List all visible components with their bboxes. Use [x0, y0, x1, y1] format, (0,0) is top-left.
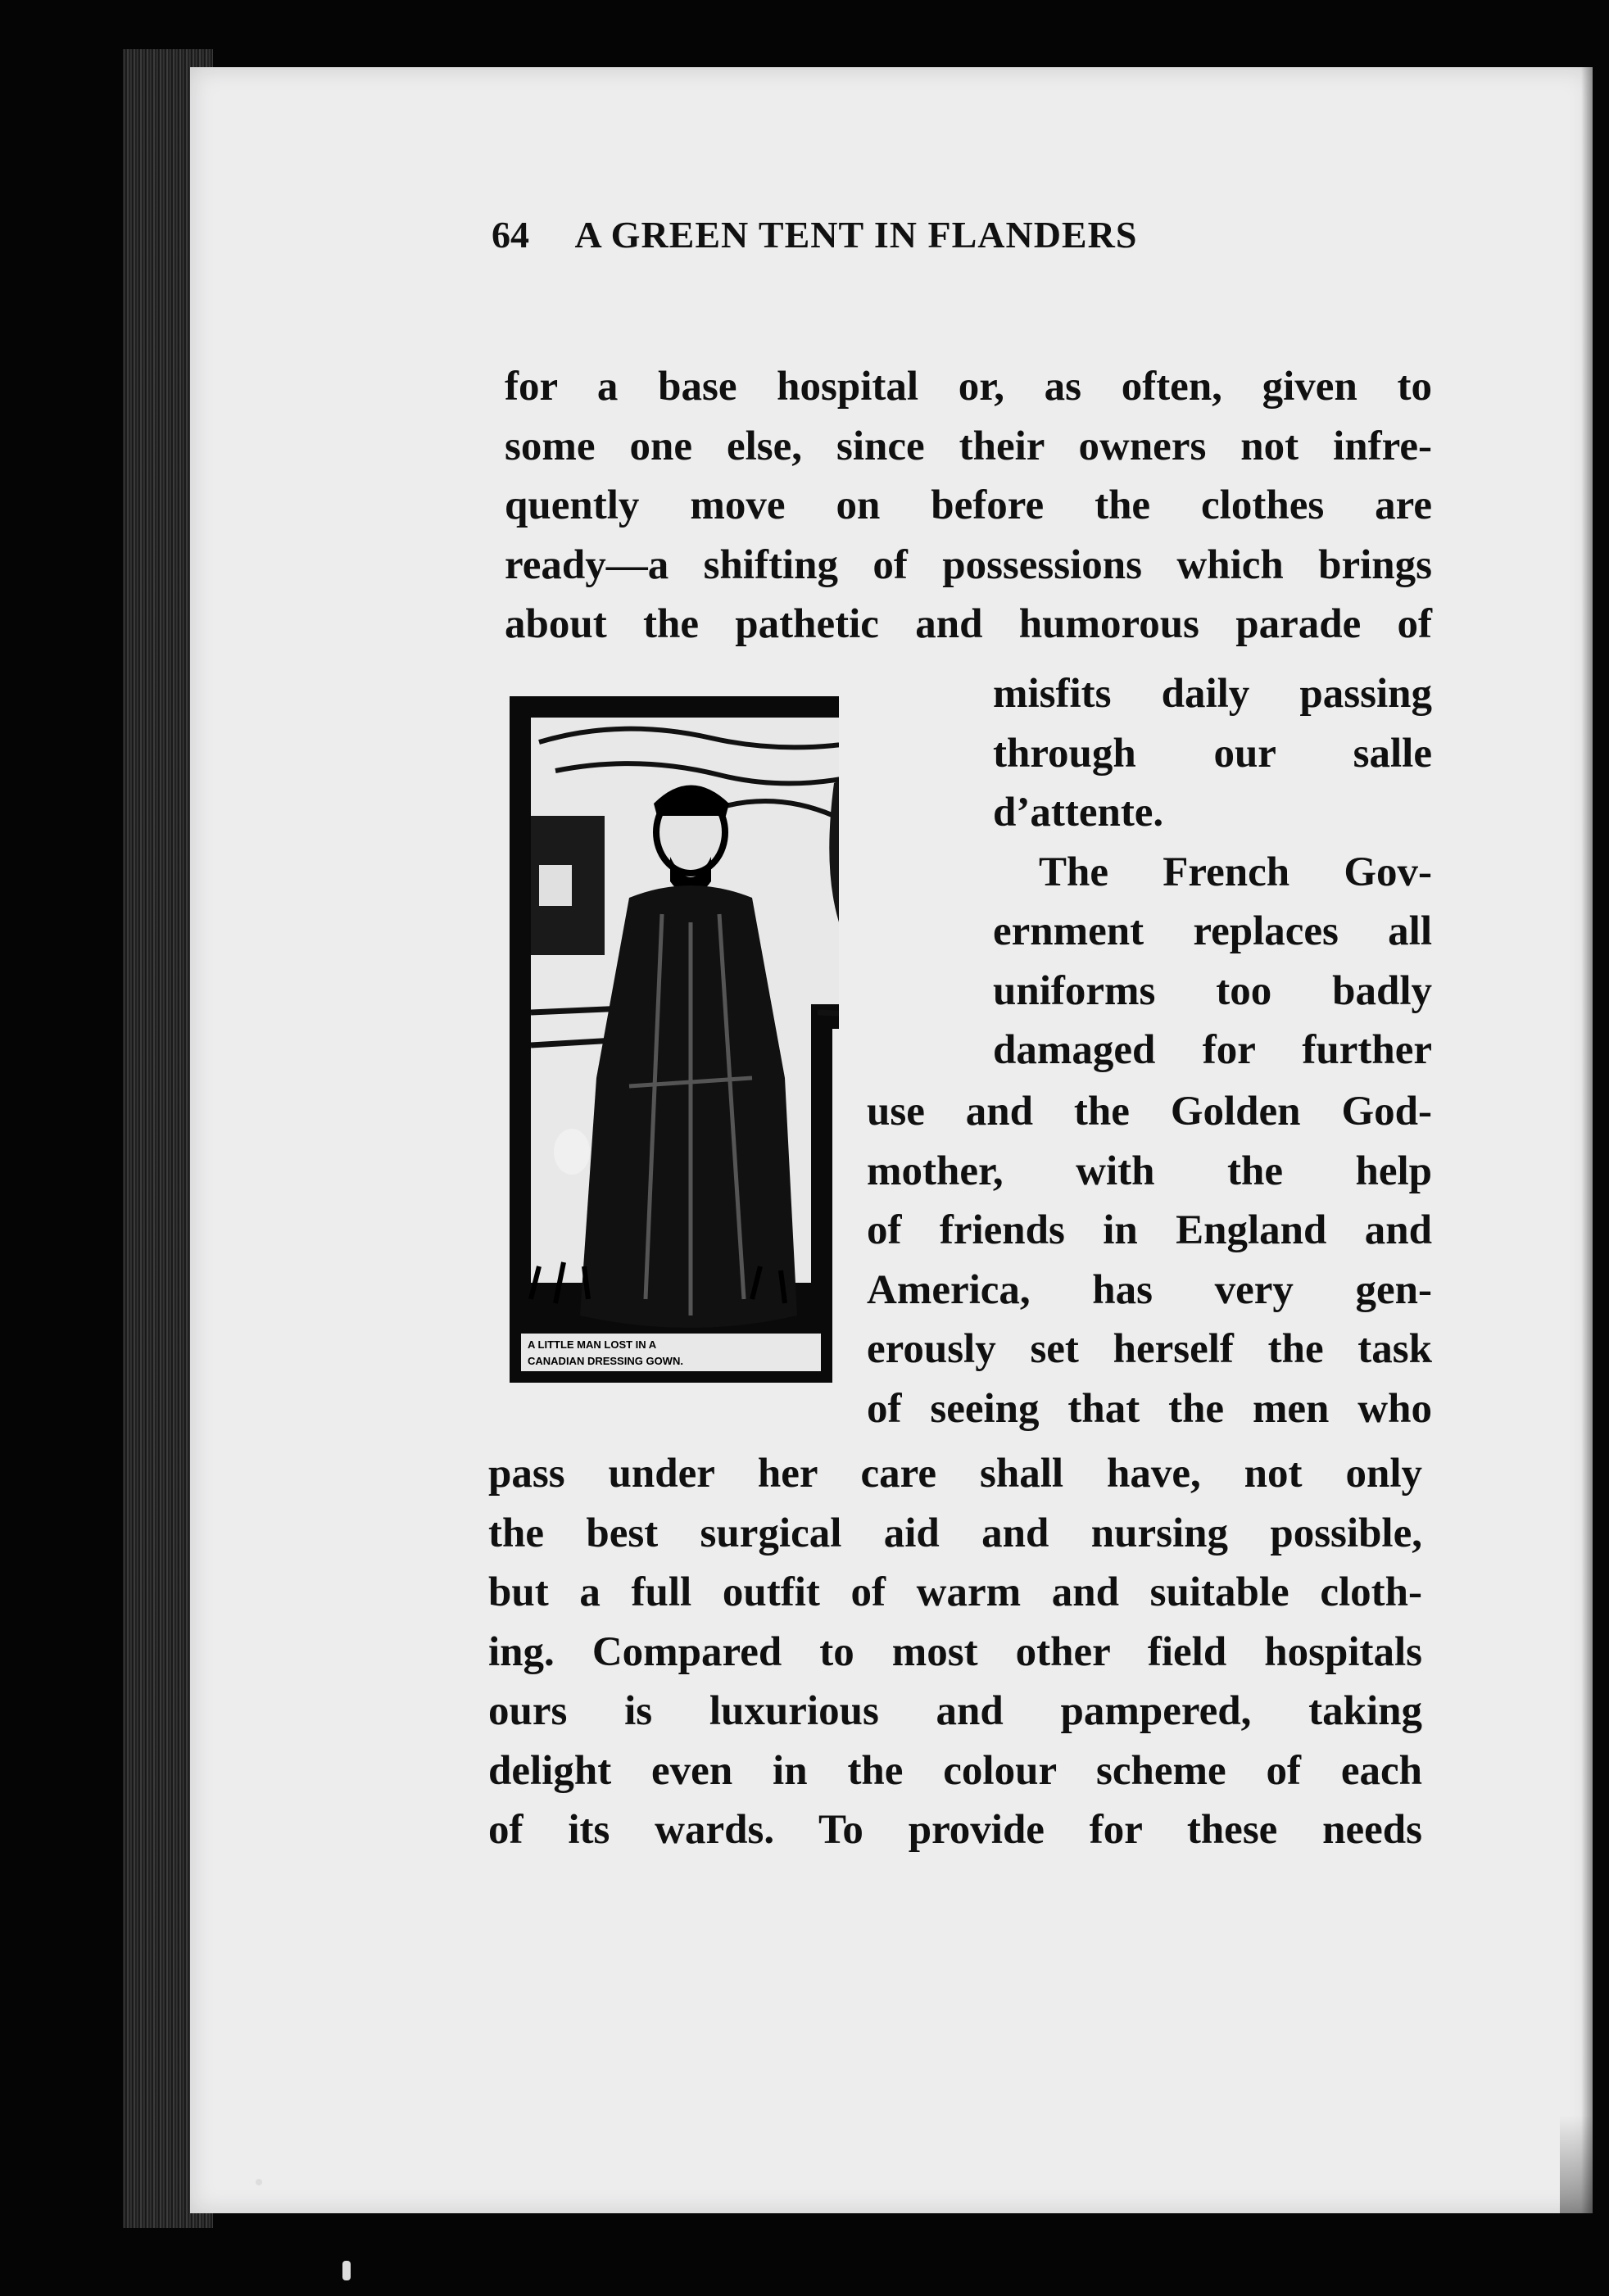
text-line: damaged for further [993, 1027, 1432, 1073]
text-block-full-width-bottom [488, 1444, 1422, 1860]
text-line: the best surgical aid and nursing possible, [488, 1510, 1422, 1556]
illustration-caption-line-1: A LITTLE MAN LOST IN A [528, 1338, 657, 1351]
scan-speck [256, 2179, 262, 2185]
running-head: A GREEN TENT IN FLANDERS [574, 214, 1138, 256]
page-curl-shadow [1560, 2115, 1593, 2213]
text-line: America, has very gen- [867, 1266, 1432, 1313]
text-line: erously set herself the task [867, 1326, 1432, 1372]
scan-speck [342, 2261, 351, 2280]
text-line: pass under her care shall have, not only [488, 1451, 1422, 1497]
text-line: some one else, since their owners not infre- [505, 423, 1432, 469]
page-header [492, 213, 1434, 256]
page-shadow [1581, 67, 1593, 2213]
text-line: delight even in the colour scheme of each [488, 1747, 1422, 1794]
text-line: quently move on before the clothes are [505, 482, 1432, 528]
illustration-caption-line-2: CANADIAN DRESSING GOWN. [528, 1355, 683, 1367]
text-line: ours is luxurious and pampered, taking [488, 1688, 1422, 1734]
text-line: ernment replaces all [993, 908, 1432, 954]
text-line: misfits daily passing [993, 671, 1432, 717]
text-line: of seeing that the men who [867, 1385, 1432, 1432]
text-line: of its wards. To provide for these needs [488, 1807, 1422, 1853]
woodcut-illustration [506, 693, 839, 1383]
text-line: but a full outfit of warm and suitable cloth- [488, 1569, 1422, 1615]
text-line: ing. Compared to most other field hospitals [488, 1628, 1422, 1675]
text-line: ready—a shifting of possessions which brings [505, 541, 1432, 588]
text-line: through our salle [993, 730, 1432, 777]
text-line: d’attente. [993, 790, 1164, 836]
text-line: about the pathetic and humorous parade of [505, 601, 1432, 647]
text-line: for a base hospital or, as often, given to [505, 364, 1432, 410]
text-block-beside-illustration-lower [867, 1082, 1432, 1438]
text-line: uniforms too badly [993, 967, 1432, 1014]
text-line: of friends in England and [867, 1207, 1432, 1253]
page-number: 64 [492, 214, 529, 256]
text-line-paragraph-start: The French Gov- [1039, 849, 1432, 895]
text-line: use and the Golden God- [867, 1089, 1432, 1134]
text-block-full-width-top [505, 357, 1432, 654]
text-block-beside-illustration-upper [993, 664, 1432, 1080]
text-line: mother, with the help [867, 1148, 1432, 1194]
